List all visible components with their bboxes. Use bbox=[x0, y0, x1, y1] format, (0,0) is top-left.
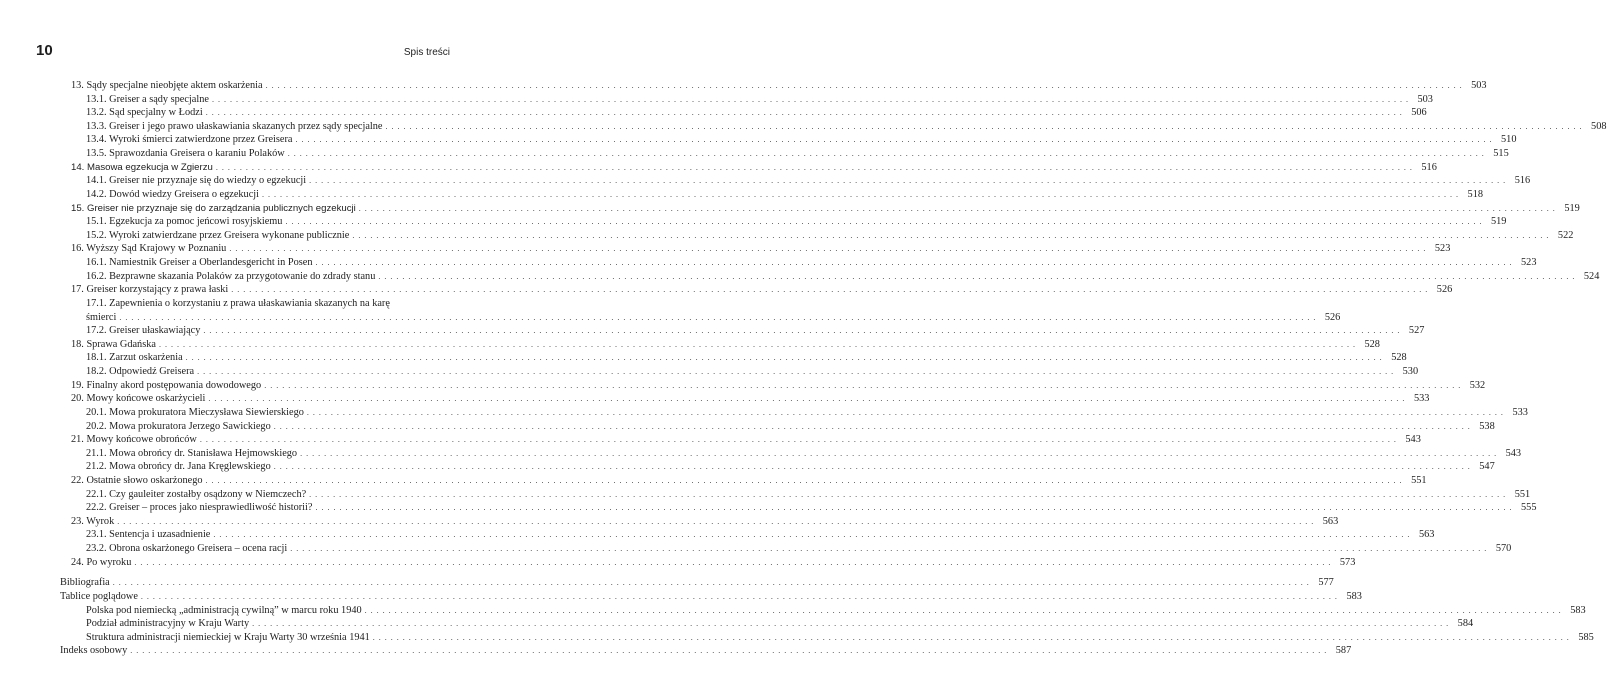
toc-entry[interactable] bbox=[86, 229, 1574, 243]
toc-entry[interactable] bbox=[86, 215, 1507, 229]
toc-entry-title: 18. Sprawa Gdańska bbox=[71, 338, 156, 350]
toc-entry[interactable] bbox=[86, 604, 1586, 618]
toc-entry-title: 22.1. Czy gauleiter zostałby osądzony w Niemczech? bbox=[86, 488, 307, 500]
toc-entry-page: 570 bbox=[1495, 543, 1512, 555]
toc-entry[interactable] bbox=[71, 392, 1430, 406]
dot-leader: . . . . . . . . . . . . . . . . . . . . . . . . . . . . . . . . . . . . . . . . . . . . . . . . . . . . . . . . . . . . . . . . . . . . . . . . . . . . . . . . . . . . . . . . . . . . . . . . . . . . . . . . . . . . . . . . . . . . . . . . . . . . . . . . . . . . . . . . . . . . . . . . . . . . . . . . . . . . . . . . . . . . . . . . . . . . . . . . . . . . . . . . . . . . . . . . . . . . . . . . bbox=[205, 108, 1403, 118]
toc-entry-title: 13.2. Sąd specjalny w Łodzi bbox=[86, 107, 203, 119]
toc-entry[interactable] bbox=[60, 644, 1352, 658]
toc-entry-title: 13.1. Greiser a sądy specjalne bbox=[86, 93, 209, 105]
toc-entry-title: 17.2. Greiser ułaskawiający bbox=[86, 325, 201, 337]
toc-entry[interactable] bbox=[71, 283, 1453, 297]
toc-entry-title: 13.5. Sprawozdania Greisera o karaniu Polaków bbox=[86, 148, 285, 160]
toc-entry-page: 523 bbox=[1521, 257, 1537, 269]
toc-entry[interactable] bbox=[86, 256, 1537, 270]
toc-entry-title: 20. Mowy końcowe oskarżycieli bbox=[71, 393, 206, 405]
toc-entry[interactable] bbox=[86, 365, 1419, 379]
toc-entry[interactable] bbox=[86, 460, 1495, 474]
toc-entry[interactable] bbox=[86, 120, 1607, 134]
dot-leader: . . . . . . . . . . . . . . . . . . . . . . . . . . . . . . . . . . . . . . . . . . . . . . . . . . . . . . . . . . . . . . . . . . . . . . . . . . . . . . . . . . . . . . . . . . . . . . . . . . . . . . . . . . . . . . . . . . . . . . . . . . . . . . . . . . . . . . . . . . . . . . . . . . . . . . . . . . . . . . . . . . . . . . . . . . . . . . . . . . . . . . . . . . . . . . . . . . . . . . . . bbox=[134, 557, 1332, 567]
toc-entry[interactable] bbox=[86, 631, 1594, 645]
toc-entry-page: 563 bbox=[1322, 515, 1339, 527]
toc-entry-title: 13.4. Wyroki śmierci zatwierdzone przez Greisera bbox=[86, 134, 293, 146]
toc-entry[interactable] bbox=[86, 420, 1495, 434]
toc-entry-page: 503 bbox=[1471, 80, 1487, 91]
toc-entry-title: 20.2. Mowa prokuratora Jerzego Sawickiego bbox=[86, 420, 271, 432]
toc-entry[interactable] bbox=[86, 133, 1517, 147]
toc-entry-page: 563 bbox=[1418, 529, 1435, 541]
toc-entry-title: 18.1. Zarzut oskarżenia bbox=[86, 352, 183, 364]
toc-entry-title: 23. Wyrok bbox=[71, 515, 115, 527]
toc-entry-title: 21.1. Mowa obrońcy dr. Stanisława Hejmowskiego bbox=[86, 447, 298, 459]
toc-entry-title-continued: śmierci bbox=[86, 311, 117, 323]
dot-leader: . . . . . . . . . . . . . . . . . . . . . . . . . . . . . . . . . . . . . . . . . . . . . . . . . . . . . . . . . . . . . . . . . . . . . . . . . . . . . . . . . . . . . . . . . . . . . . . . . . . . . . . . . . . . . . . . . . . . . . . . . . . . . . . . . . . . . . . . . . . . . . . . . . . . . . . . . . . . . . . . . . . . . . . . . . . . . . . . . . . . . . . . . . . . . . . . . . . . . . . . bbox=[287, 149, 1485, 159]
toc-entry-title: Polska pod niemiecką „administracją cywilną” w marcu roku 1940 bbox=[86, 604, 362, 616]
toc-entry-page: 533 bbox=[1512, 406, 1528, 418]
dot-leader: . . . . . . . . . . . . . . . . . . . . . . . . . . . . . . . . . . . . . . . . . . . . . . . . . . . . . . . . . . . . . . . . . . . . . . . . . . . . . . . . . . . . . . . . . . . . . . . . . . . . . . . . . . . . . . . . . . . . . . . . . . . . . . . . . . . . . . . . . . . . . . . . . . . . . . . . . . . . . . . . . . . . . . . . . . . . . . . . . . . . . . . . . . . . . . . . . . . . . . . . bbox=[295, 135, 1493, 145]
dot-leader: . . . . . . . . . . . . . . . . . . . . . . . . . . . . . . . . . . . . . . . . . . . . . . . . . . . . . . . . . . . . . . . . . . . . . . . . . . . . . . . . . . . . . . . . . . . . . . . . . . . . . . . . . . . . . . . . . . . . . . . . . . . . . . . . . . . . . . . . . . . . . . . . . . . . . . . . . . . . . . . . . . . . . . . . . . . . . . . . . . . . . . . . . . . . . . . . . . . . . . . . bbox=[300, 448, 1498, 458]
toc-entry[interactable] bbox=[86, 406, 1528, 420]
toc-entry[interactable] bbox=[71, 515, 1339, 529]
toc-entry[interactable] bbox=[86, 174, 1531, 188]
toc-entry-title: 22. Ostatnie słowo oskarżonego bbox=[71, 474, 203, 486]
page-number: 10 bbox=[36, 42, 53, 59]
toc-entry-page: 526 bbox=[1324, 311, 1341, 323]
toc-entry[interactable] bbox=[86, 447, 1522, 461]
dot-leader: . . . . . . . . . . . . . . . . . . . . . . . . . . . . . . . . . . . . . . . . . . . . . . . . . . . . . . . . . . . . . . . . . . . . . . . . . . . . . . . . . . . . . . . . . . . . . . . . . . . . . . . . . . . . . . . . . . . . . . . . . . . . . . . . . . . . . . . . . . . . . . . . . . . . . . . . . . . . . . . . . . . . . . . . . . . . . . . . . . . . . . . . . . . . . . . . . . . . . . . . bbox=[306, 407, 1504, 417]
toc-entry[interactable] bbox=[71, 556, 1356, 570]
toc-entry[interactable] bbox=[86, 542, 1512, 556]
toc-entry[interactable] bbox=[71, 79, 1487, 93]
toc-entry-title: 14.2. Dowód wiedzy Greisera o egzekucji bbox=[86, 188, 259, 200]
toc-entry-page: 528 bbox=[1391, 352, 1407, 364]
toc-entry-page: 551 bbox=[1514, 488, 1531, 500]
toc-entry-page: 577 bbox=[1318, 577, 1334, 589]
dot-leader: . . . . . . . . . . . . . . . . . . . . . . . . . . . . . . . . . . . . . . . . . . . . . . . . . . . . . . . . . . . . . . . . . . . . . . . . . . . . . . . . . . . . . . . . . . . . . . . . . . . . . . . . . . . . . . . . . . . . . . . . . . . . . . . . . . . . . . . . . . . . . . . . . . . . . . . . . . . . . . . . . . . . . . . . . . . . . . . . . . . . . . . . . . . . . . . . . . . . . . . . bbox=[112, 578, 1310, 588]
toc-entry[interactable] bbox=[71, 202, 1580, 216]
dot-leader: . . . . . . . . . . . . . . . . . . . . . . . . . . . . . . . . . . . . . . . . . . . . . . . . . . . . . . . . . . . . . . . . . . . . . . . . . . . . . . . . . . . . . . . . . . . . . . . . . . . . . . . . . . . . . . . . . . . . . . . . . . . . . . . . . . . . . . . . . . . . . . . . . . . . . . . . . . . . . . . . . . . . . . . . . . . . . . . . . . . . . . . . . . . . . . . . . . . . . . . . bbox=[197, 367, 1395, 377]
toc-entry[interactable] bbox=[86, 617, 1474, 631]
toc-entry-title: Struktura administracji niemieckiej w Kraju Warty 30 września 1941 bbox=[86, 631, 370, 643]
toc-entry[interactable] bbox=[71, 379, 1486, 393]
toc-entry[interactable] bbox=[86, 351, 1407, 365]
dot-leader: . . . . . . . . . . . . . . . . . . . . . . . . . . . . . . . . . . . . . . . . . . . . . . . . . . . . . . . . . . . . . . . . . . . . . . . . . . . . . . . . . . . . . . . . . . . . . . . . . . . . . . . . . . . . . . . . . . . . . . . . . . . . . . . . . . . . . . . . . . . . . . . . . . . . . . . . . . . . . . . . . . . . . . . . . . . . . . . . . . . . . . . . . . . . . . . . . . . . . . . . bbox=[372, 632, 1570, 642]
toc-entry-title: 14.1. Greiser nie przyznaje się do wiedzy o egzekucji bbox=[86, 175, 307, 187]
dot-leader: . . . . . . . . . . . . . . . . . . . . . . . . . . . . . . . . . . . . . . . . . . . . . . . . . . . . . . . . . . . . . . . . . . . . . . . . . . . . . . . . . . . . . . . . . . . . . . . . . . . . . . . . . . . . . . . . . . . . . . . . . . . . . . . . . . . . . . . . . . . . . . . . . . . . . . . . . . . . . . . . . . . . . . . . . . . . . . . . . . . . . . . . . . . . . . . . . . . . . . . . bbox=[231, 285, 1429, 295]
dot-leader: . . . . . . . . . . . . . . . . . . . . . . . . . . . . . . . . . . . . . . . . . . . . . . . . . . . . . . . . . . . . . . . . . . . . . . . . . . . . . . . . . . . . . . . . . . . . . . . . . . . . . . . . . . . . . . . . . . . . . . . . . . . . . . . . . . . . . . . . . . . . . . . . . . . . . . . . . . . . . . . . . . . . . . . . . . . . . . . . . . . . . . . . . . . . . . . . . . . . . . . . bbox=[117, 516, 1315, 526]
toc-entry-title: 15.1. Egzekucja za pomoc jeńcowi rosyjskiemu bbox=[86, 216, 283, 228]
toc-entry-continued[interactable] bbox=[86, 311, 1341, 325]
dot-leader: . . . . . . . . . . . . . . . . . . . . . . . . . . . . . . . . . . . . . . . . . . . . . . . . . . . . . . . . . . . . . . . . . . . . . . . . . . . . . . . . . . . . . . . . . . . . . . . . . . . . . . . . . . . . . . . . . . . . . . . . . . . . . . . . . . . . . . . . . . . . . . . . . . . . . . . . . . . . . . . . . . . . . . . . . . . . . . . . . . . . . . . . . . . . . . . . . . . . . . . . bbox=[262, 189, 1459, 199]
toc-entry-title: Tablice poglądowe bbox=[60, 590, 138, 602]
toc-entry-page: 543 bbox=[1505, 447, 1522, 459]
dot-leader: . . . . . . . . . . . . . . . . . . . . . . . . . . . . . . . . . . . . . . . . . . . . . . . . . . . . . . . . . . . . . . . . . . . . . . . . . . . . . . . . . . . . . . . . . . . . . . . . . . . . . . . . . . . . . . . . . . . . . . . . . . . . . . . . . . . . . . . . . . . . . . . . . . . . . . . . . . . . . . . . . . . . . . . . . . . . . . . . . . . . . . . . . . . . . . . . . . . . . . . . bbox=[309, 176, 1507, 186]
toc-entry[interactable] bbox=[86, 324, 1425, 338]
dot-leader: . . . . . . . . . . . . . . . . . . . . . . . . . . . . . . . . . . . . . . . . . . . . . . . . . . . . . . . . . . . . . . . . . . . . . . . . . . . . . . . . . . . . . . . . . . . . . . . . . . . . . . . . . . . . . . . . . . . . . . . . . . . . . . . . . . . . . . . . . . . . . . . . . . . . . . . . . . . . . . . . . . . . . . . . . . . . . . . . . . . . . . . . . . . . . . . . . . . . . . . . bbox=[315, 258, 1513, 268]
toc-entry-page: 551 bbox=[1411, 474, 1427, 486]
toc-entry-page: 584 bbox=[1457, 618, 1474, 630]
toc-entry-title: Indeks osobowy bbox=[60, 645, 128, 657]
dot-leader: . . . . . . . . . . . . . . . . . . . . . . . . . . . . . . . . . . . . . . . . . . . . . . . . . . . . . . . . . . . . . . . . . . . . . . . . . . . . . . . . . . . . . . . . . . . . . . . . . . . . . . . . . . . . . . . . . . . . . . . . . . . . . . . . . . . . . . . . . . . . . . . . . . . . . . . . . . . . . . . . . . . . . . . . . . . . . . . . . . . . . . . . . . . . . . . . . . . . . . . . bbox=[185, 353, 1383, 363]
toc-entry-title: 21.2. Mowa obrońcy dr. Jana Kręglewskiego bbox=[86, 461, 271, 473]
toc-entry-title: 17.1. Zapewnienia o korzystaniu z prawa ułaskawiania skazanych na karę bbox=[86, 297, 390, 309]
dot-leader: . . . . . . . . . . . . . . . . . . . . . . . . . . . . . . . . . . . . . . . . . . . . . . . . . . . . . . . . . . . . . . . . . . . . . . . . . . . . . . . . . . . . . . . . . . . . . . . . . . . . . . . . . . . . . . . . . . . . . . . . . . . . . . . . . . . . . . . . . . . . . . . . . . . . . . . . . . . . . . . . . . . . . . . . . . . . . . . . . . . . . . . . . . . . . . . . . . . . . . . . bbox=[352, 230, 1550, 240]
toc-entry-title: 13.3. Greiser i jego prawo ułaskawiania skazanych przez sądy specjalne bbox=[86, 120, 383, 132]
dot-leader: . . . . . . . . . . . . . . . . . . . . . . . . . . . . . . . . . . . . . . . . . . . . . . . . . . . . . . . . . . . . . . . . . . . . . . . . . . . . . . . . . . . . . . . . . . . . . . . . . . . . . . . . . . . . . . . . . . . . . . . . . . . . . . . . . . . . . . . . . . . . . . . . . . . . . . . . . . . . . . . . . . . . . . . . . . . . . . . . . . . . . . . . . . . . . . . . . . . . . . . . bbox=[273, 462, 1471, 472]
toc-entry-title: 17. Greiser korzystający z prawa łaski bbox=[71, 284, 229, 296]
toc-entry[interactable] bbox=[86, 106, 1427, 120]
toc-entry[interactable] bbox=[86, 188, 1483, 202]
dot-leader: . . . . . . . . . . . . . . . . . . . . . . . . . . . . . . . . . . . . . . . . . . . . . . . . . . . . . . . . . . . . . . . . . . . . . . . . . . . . . . . . . . . . . . . . . . . . . . . . . . . . . . . . . . . . . . . . . . . . . . . . . . . . . . . . . . . . . . . . . . . . . . . . . . . . . . . . . . . . . . . . . . . . . . . . . . . . . . . . . . . . . . . . . . . . . . . . . . . . . . . . bbox=[315, 503, 1513, 513]
toc-entry-page: 526 bbox=[1436, 284, 1453, 296]
dot-leader: . . . . . . . . . . . . . . . . . . . . . . . . . . . . . . . . . . . . . . . . . . . . . . . . . . . . . . . . . . . . . . . . . . . . . . . . . . . . . . . . . . . . . . . . . . . . . . . . . . . . . . . . . . . . . . . . . . . . . . . . . . . . . . . . . . . . . . . . . . . . . . . . . . . . . . . . . . . . . . . . . . . . . . . . . . . . . . . . . . . . . . . . . . . . . . . . . . . . . . . . bbox=[229, 244, 1427, 254]
toc-entry-title: 19. Finalny akord postępowania dowodowego bbox=[71, 379, 262, 391]
toc-entry[interactable] bbox=[86, 270, 1600, 284]
toc-entry[interactable] bbox=[86, 297, 415, 311]
dot-leader: . . . . . . . . . . . . . . . . . . . . . . . . . . . . . . . . . . . . . . . . . . . . . . . . . . . . . . . . . . . . . . . . . . . . . . . . . . . . . . . . . . . . . . . . . . . . . . . . . . . . . . . . . . . . . . . . . . . . . . . . . . . . . . . . . . . . . . . . . . . . . . . . . . . . . . . . . . . . . . . . . . . . . . . . . . . . . . . . . . . . . . . . . . . . . . . . . . . . . . . . bbox=[264, 380, 1462, 390]
dot-leader: . . . . . . . . . . . . . . . . . . . . . . . . . . . . . . . . . . . . . . . . . . . . . . . . . . . . . . . . . . . . . . . . . . . . . . . . . . . . . . . . . . . . . . . . . . . . . . . . . . . . . . . . . . . . . . . . . . . . . . . . . . . . . . . . . . . . . . . . . . . . . . . . . . . . . . . . . . . . . . . . . . . . . . . . . . . . . . . . . . . . . . . . . . . . . . . . . . . . . . . . bbox=[119, 312, 1317, 322]
toc-entry[interactable] bbox=[86, 528, 1435, 542]
toc-entry-page: 519 bbox=[1564, 202, 1580, 214]
toc-entry-page: 583 bbox=[1346, 590, 1362, 602]
dot-leader: . . . . . . . . . . . . . . . . . . . . . . . . . . . . . . . . . . . . . . . . . . . . . . . . . . . . . . . . . . . . . . . . . . . . . . . . . . . . . . . . . . . . . . . . . . . . . . . . . . . . . . . . . . . . . . . . . . . . . . . . . . . . . . . . . . . . . . . . . . . . . . . . . . . . . . . . . . . . . . . . . . . . . . . . . . . . . . . . . . . . . . . . . . . . . . . . . . . . . . . . bbox=[213, 530, 1411, 540]
dot-leader: . . . . . . . . . . . . . . . . . . . . . . . . . . . . . . . . . . . . . . . . . . . . . . . . . . . . . . . . . . . . . . . . . . . . . . . . . . . . . . . . . . . . . . . . . . . . . . . . . . . . . . . . . . . . . . . . . . . . . . . . . . . . . . . . . . . . . . . . . . . . . . . . . . . . . . . . . . . . . . . . . . . . . . . . . . . . . . . . . . . . . . . . . . . . . . . . . . . . . . . . bbox=[285, 217, 1483, 227]
dot-leader: . . . . . . . . . . . . . . . . . . . . . . . . . . . . . . . . . . . . . . . . . . . . . . . . . . . . . . . . . . . . . . . . . . . . . . . . . . . . . . . . . . . . . . . . . . . . . . . . . . . . . . . . . . . . . . . . . . . . . . . . . . . . . . . . . . . . . . . . . . . . . . . . . . . . . . . . . . . . . . . . . . . . . . . . . . . . . . . . . . . . . . . . . . . . . . . . . . . . . . . . bbox=[140, 591, 1338, 601]
toc-entry-page: 528 bbox=[1364, 338, 1380, 350]
toc-entry[interactable] bbox=[86, 501, 1537, 515]
toc-entry-page: 547 bbox=[1479, 461, 1495, 473]
toc-entry-page: 506 bbox=[1411, 107, 1427, 119]
toc-entry-page: 510 bbox=[1501, 134, 1517, 146]
toc-entry[interactable] bbox=[60, 576, 1334, 590]
toc-entry-title: 14. Masowa egzekucja w Zgierzu bbox=[71, 161, 213, 173]
toc-entry-page: 524 bbox=[1583, 270, 1600, 282]
dot-leader: . . . . . . . . . . . . . . . . . . . . . . . . . . . . . . . . . . . . . . . . . . . . . . . . . . . . . . . . . . . . . . . . . . . . . . . . . . . . . . . . . . . . . . . . . . . . . . . . . . . . . . . . . . . . . . . . . . . . . . . . . . . . . . . . . . . . . . . . . . . . . . . . . . . . . . . . . . . . . . . . . . . . . . . . . . . . . . . . . . . . . . . . . . . . . . . . . . . . . . . . bbox=[208, 394, 1406, 404]
toc-entry-page: 530 bbox=[1402, 366, 1419, 378]
toc-entry-page: 518 bbox=[1467, 188, 1483, 200]
running-title: Spis treści bbox=[403, 47, 450, 58]
toc-entry-title: 22.2. Greiser – proces jako niesprawiedliwość historii? bbox=[86, 502, 313, 514]
toc-entry-title: 16.1. Namiestnik Greiser a Oberlandesgericht in Posen bbox=[86, 257, 313, 269]
dot-leader: . . . . . . . . . . . . . . . . . . . . . . . . . . . . . . . . . . . . . . . . . . . . . . . . . . . . . . . . . . . . . . . . . . . . . . . . . . . . . . . . . . . . . . . . . . . . . . . . . . . . . . . . . . . . . . . . . . . . . . . . . . . . . . . . . . . . . . . . . . . . . . . . . . . . . . . . . . . . . . . . . . . . . . . . . . . . . . . . . . . . . . . . . . . . . . . . . . . . . . . . bbox=[203, 326, 1401, 336]
toc-entry-page: 555 bbox=[1521, 502, 1537, 514]
dot-leader: . . . . . . . . . . . . . . . . . . . . . . . . . . . . . . . . . . . . . . . . . . . . . . . . . . . . . . . . . . . . . . . . . . . . . . . . . . . . . . . . . . . . . . . . . . . . . . . . . . . . . . . . . . . . . . . . . . . . . . . . . . . . . . . . . . . . . . . . . . . . . . . . . . . . . . . . . . . . . . . . . . . . . . . . . . . . . . . . . . . . . . . . . . . . . . . . . . . . . . . . bbox=[252, 619, 1450, 629]
toc-entry-page: 573 bbox=[1339, 556, 1356, 568]
toc-entry-page: 587 bbox=[1335, 645, 1352, 657]
dot-leader: . . . . . . . . . . . . . . . . . . . . . . . . . . . . . . . . . . . . . . . . . . . . . . . . . . . . . . . . . . . . . . . . . . . . . . . . . . . . . . . . . . . . . . . . . . . . . . . . . . . . . . . . . . . . . . . . . . . . . . . . . . . . . . . . . . . . . . . . . . . . . . . . . . . . . . . . . . . . . . . . . . . . . . . . . . . . . . . . . . . . . . . . . . . . . . . . . . . . . . . . bbox=[265, 81, 1463, 90]
toc-entry[interactable] bbox=[86, 488, 1531, 502]
toc-entry-title: 23.1. Sentencja i uzasadnienie bbox=[86, 529, 211, 541]
dot-leader: . . . . . . . . . . . . . . . . . . . . . . . . . . . . . . . . . . . . . . . . . . . . . . . . . . . . . . . . . . . . . . . . . . . . . . . . . . . . . . . . . . . . . . . . . . . . . . . . . . . . . . . . . . . . . . . . . . . . . . . . . . . . . . . . . . . . . . . . . . . . . . . . . . . . . . . . . . . . . . . . . . . . . . . . . . . . . . . . . . . . . . . . . . . . . . . . . . . . . . . . bbox=[309, 489, 1507, 499]
toc-entry-page: 516 bbox=[1514, 175, 1531, 187]
toc-entry[interactable] bbox=[60, 590, 1362, 604]
dot-leader: . . . . . . . . . . . . . . . . . . . . . . . . . . . . . . . . . . . . . . . . . . . . . . . . . . . . . . . . . . . . . . . . . . . . . . . . . . . . . . . . . . . . . . . . . . . . . . . . . . . . . . . . . . . . . . . . . . . . . . . . . . . . . . . . . . . . . . . . . . . . . . . . . . . . . . . . . . . . . . . . . . . . . . . . . . . . . . . . . . . . . . . . . . . . . . . . . . . . . . . . bbox=[385, 121, 1583, 131]
dot-leader: . . . . . . . . . . . . . . . . . . . . . . . . . . . . . . . . . . . . . . . . . . . . . . . . . . . . . . . . . . . . . . . . . . . . . . . . . . . . . . . . . . . . . . . . . . . . . . . . . . . . . . . . . . . . . . . . . . . . . . . . . . . . . . . . . . . . . . . . . . . . . . . . . . . . . . . . . . . . . . . . . . . . . . . . . . . . . . . . . . . . . . . . . . . . . . . . . . . . . . . . bbox=[199, 435, 1397, 445]
toc-entry-page: 508 bbox=[1591, 120, 1607, 132]
dot-leader: . . . . . . . . . . . . . . . . . . . . . . . . . . . . . . . . . . . . . . . . . . . . . . . . . . . . . . . . . . . . . . . . . . . . . . . . . . . . . . . . . . . . . . . . . . . . . . . . . . . . . . . . . . . . . . . . . . . . . . . . . . . . . . . . . . . . . . . . . . . . . . . . . . . . . . . . . . . . . . . . . . . . . . . . . . . . . . . . . . . . . . . . . . . . . . . . . . . . . . . . bbox=[378, 271, 1576, 281]
toc-entry-page: 523 bbox=[1434, 243, 1451, 255]
toc-entry-page: 527 bbox=[1408, 325, 1425, 337]
toc-entry-title: 18.2. Odpowiedź Greisera bbox=[86, 366, 195, 378]
toc-entry-title: Podział administracyjny w Kraju Warty bbox=[86, 618, 250, 630]
dot-leader: . . . . . . . . . . . . . . . . . . . . . . . . . . . . . . . . . . . . . . . . . . . . . . . . . . . . . . . . . . . . . . . . . . . . . . . . . . . . . . . . . . . . . . . . . . . . . . . . . . . . . . . . . . . . . . . . . . . . . . . . . . . . . . . . . . . . . . . . . . . . . . . . . . . . . . . . . . . . . . . . . . . . . . . . . . . . . . . . . . . . . . . . . . . . . . . . . . . . . . . . bbox=[358, 203, 1556, 213]
dot-leader: . . . . . . . . . . . . . . . . . . . . . . . . . . . . . . . . . . . . . . . . . . . . . . . . . . . . . . . . . . . . . . . . . . . . . . . . . . . . . . . . . . . . . . . . . . . . . . . . . . . . . . . . . . . . . . . . . . . . . . . . . . . . . . . . . . . . . . . . . . . . . . . . . . . . . . . . . . . . . . . . . . . . . . . . . . . . . . . . . . . . . . . . . . . . . . . . . . . . . . . . bbox=[211, 94, 1409, 104]
toc-entry-page: 533 bbox=[1413, 393, 1430, 405]
toc-entry-page: 543 bbox=[1405, 434, 1421, 446]
dot-leader: . . . . . . . . . . . . . . . . . . . . . . . . . . . . . . . . . . . . . . . . . . . . . . . . . . . . . . . . . . . . . . . . . . . . . . . . . . . . . . . . . . . . . . . . . . . . . . . . . . . . . . . . . . . . . . . . . . . . . . . . . . . . . . . . . . . . . . . . . . . . . . . . . . . . . . . . . . . . . . . . . . . . . . . . . . . . . . . . . . . . . . . . . . . . . . . . . . . . . . . . bbox=[290, 544, 1488, 554]
toc-entry-page: 532 bbox=[1469, 379, 1486, 391]
toc-entry[interactable] bbox=[71, 338, 1380, 352]
toc-entry-title: 20.1. Mowa prokuratora Mieczysława Siewierskiego bbox=[86, 406, 304, 418]
toc-entry-page: 522 bbox=[1557, 229, 1574, 241]
toc-entry[interactable] bbox=[86, 93, 1433, 107]
toc-entry-title: 16.2. Bezprawne skazania Polaków za przygotowanie do zdrady stanu bbox=[86, 270, 376, 282]
toc-entry-page: 516 bbox=[1421, 161, 1437, 173]
toc-entry-title: 24. Po wyroku bbox=[71, 556, 132, 568]
dot-leader: . . . . . . . . . . . . . . . . . . . . . . . . . . . . . . . . . . . . . . . . . . . . . . . . . . . . . . . . . . . . . . . . . . . . . . . . . . . . . . . . . . . . . . . . . . . . . . . . . . . . . . . . . . . . . . . . . . . . . . . . . . . . . . . . . . . . . . . . . . . . . . . . . . . . . . . . . . . . . . . . . . . . . . . . . . . . . . . . . . . . . . . . . . . . . . . . . . . . . . . . bbox=[205, 475, 1403, 485]
toc-entry-title: 21. Mowy końcowe obrońców bbox=[71, 434, 197, 446]
toc-entry-page: 503 bbox=[1417, 93, 1433, 105]
toc-entry[interactable] bbox=[71, 242, 1451, 256]
toc-entry[interactable] bbox=[86, 147, 1509, 161]
toc-entry-page: 519 bbox=[1491, 216, 1507, 228]
toc-entry-title: Bibliografia bbox=[60, 577, 110, 589]
dot-leader: . . . . . . . . . . . . . . . . . . . . . . . . . . . . . . . . . . . . . . . . . . . . . . . . . . . . . . . . . . . . . . . . . . . . . . . . . . . . . . . . . . . . . . . . . . . . . . . . . . . . . . . . . . . . . . . . . . . . . . . . . . . . . . . . . . . . . . . . . . . . . . . . . . . . . . . . . . . . . . . . . . . . . . . . . . . . . . . . . . . . . . . . . . . . . . . . . . . . . . . . bbox=[215, 162, 1413, 172]
dot-leader: . . . . . . . . . . . . . . . . . . . . . . . . . . . . . . . . . . . . . . . . . . . . . . . . . . . . . . . . . . . . . . . . . . . . . . . . . . . . . . . . . . . . . . . . . . . . . . . . . . . . . . . . . . . . . . . . . . . . . . . . . . . . . . . . . . . . . . . . . . . . . . . . . . . . . . . . . . . . . . . . . . . . . . . . . . . . . . . . . . . . . . . . . . . . . . . . . . . . . . . . bbox=[364, 605, 1562, 615]
dot-leader: . . . . . . . . . . . . . . . . . . . . . . . . . . . . . . . . . . . . . . . . . . . . . . . . . . . . . . . . . . . . . . . . . . . . . . . . . . . . . . . . . . . . . . . . . . . . . . . . . . . . . . . . . . . . . . . . . . . . . . . . . . . . . . . . . . . . . . . . . . . . . . . . . . . . . . . . . . . . . . . . . . . . . . . . . . . . . . . . . . . . . . . . . . . . . . . . . . . . . . . . bbox=[130, 646, 1328, 656]
toc-entry-page: 538 bbox=[1479, 420, 1495, 432]
toc-entry-title: 15.2. Wyroki zatwierdzane przez Greisera wykonane publicznie bbox=[86, 229, 350, 241]
toc-entry-title: 16. Wyższy Sąd Krajowy w Poznaniu bbox=[71, 243, 227, 255]
toc-entry-page: 515 bbox=[1493, 148, 1509, 160]
dot-leader: . . . . . . . . . . . . . . . . . . . . . . . . . . . . . . . . . . . . . . . . . . . . . . . . . . . . . . . . . . . . . . . . . . . . . . . . . . . . . . . . . . . . . . . . . . . . . . . . . . . . . . . . . . . . . . . . . . . . . . . . . . . . . . . . . . . . . . . . . . . . . . . . . . . . . . . . . . . . . . . . . . . . . . . . . . . . . . . . . . . . . . . . . . . . . . . . . . . . . . . . bbox=[273, 421, 1471, 431]
toc-entry-page: 583 bbox=[1570, 604, 1586, 616]
toc-entry-page: 585 bbox=[1578, 631, 1594, 643]
toc-entry-title: 23.2. Obrona oskarżonego Greisera – ocena racji bbox=[86, 543, 288, 555]
toc-entry-title: 13. Sądy specjalne nieobjęte aktem oskarżenia bbox=[71, 80, 263, 91]
toc-entry[interactable] bbox=[71, 161, 1437, 175]
dot-leader: . . . . . . . . . . . . . . . . . . . . . . . . . . . . . . . . . . . . . . . . . . . . . . . . . . . . . . . . . . . . . . . . . . . . . . . . . . . . . . . . . . . . . . . . . . . . . . . . . . . . . . . . . . . . . . . . . . . . . . . . . . . . . . . . . . . . . . . . . . . . . . . . . . . . . . . . . . . . . . . . . . . . . . . . . . . . . . . . . . . . . . . . . . . . . . . . . . . . . . . . bbox=[158, 339, 1356, 349]
toc-entry-title: 15. Greiser nie przyznaje się do zarządzania publicznych egzekucji bbox=[71, 202, 356, 214]
toc-entry[interactable] bbox=[71, 433, 1421, 447]
toc-entry[interactable] bbox=[71, 474, 1427, 488]
